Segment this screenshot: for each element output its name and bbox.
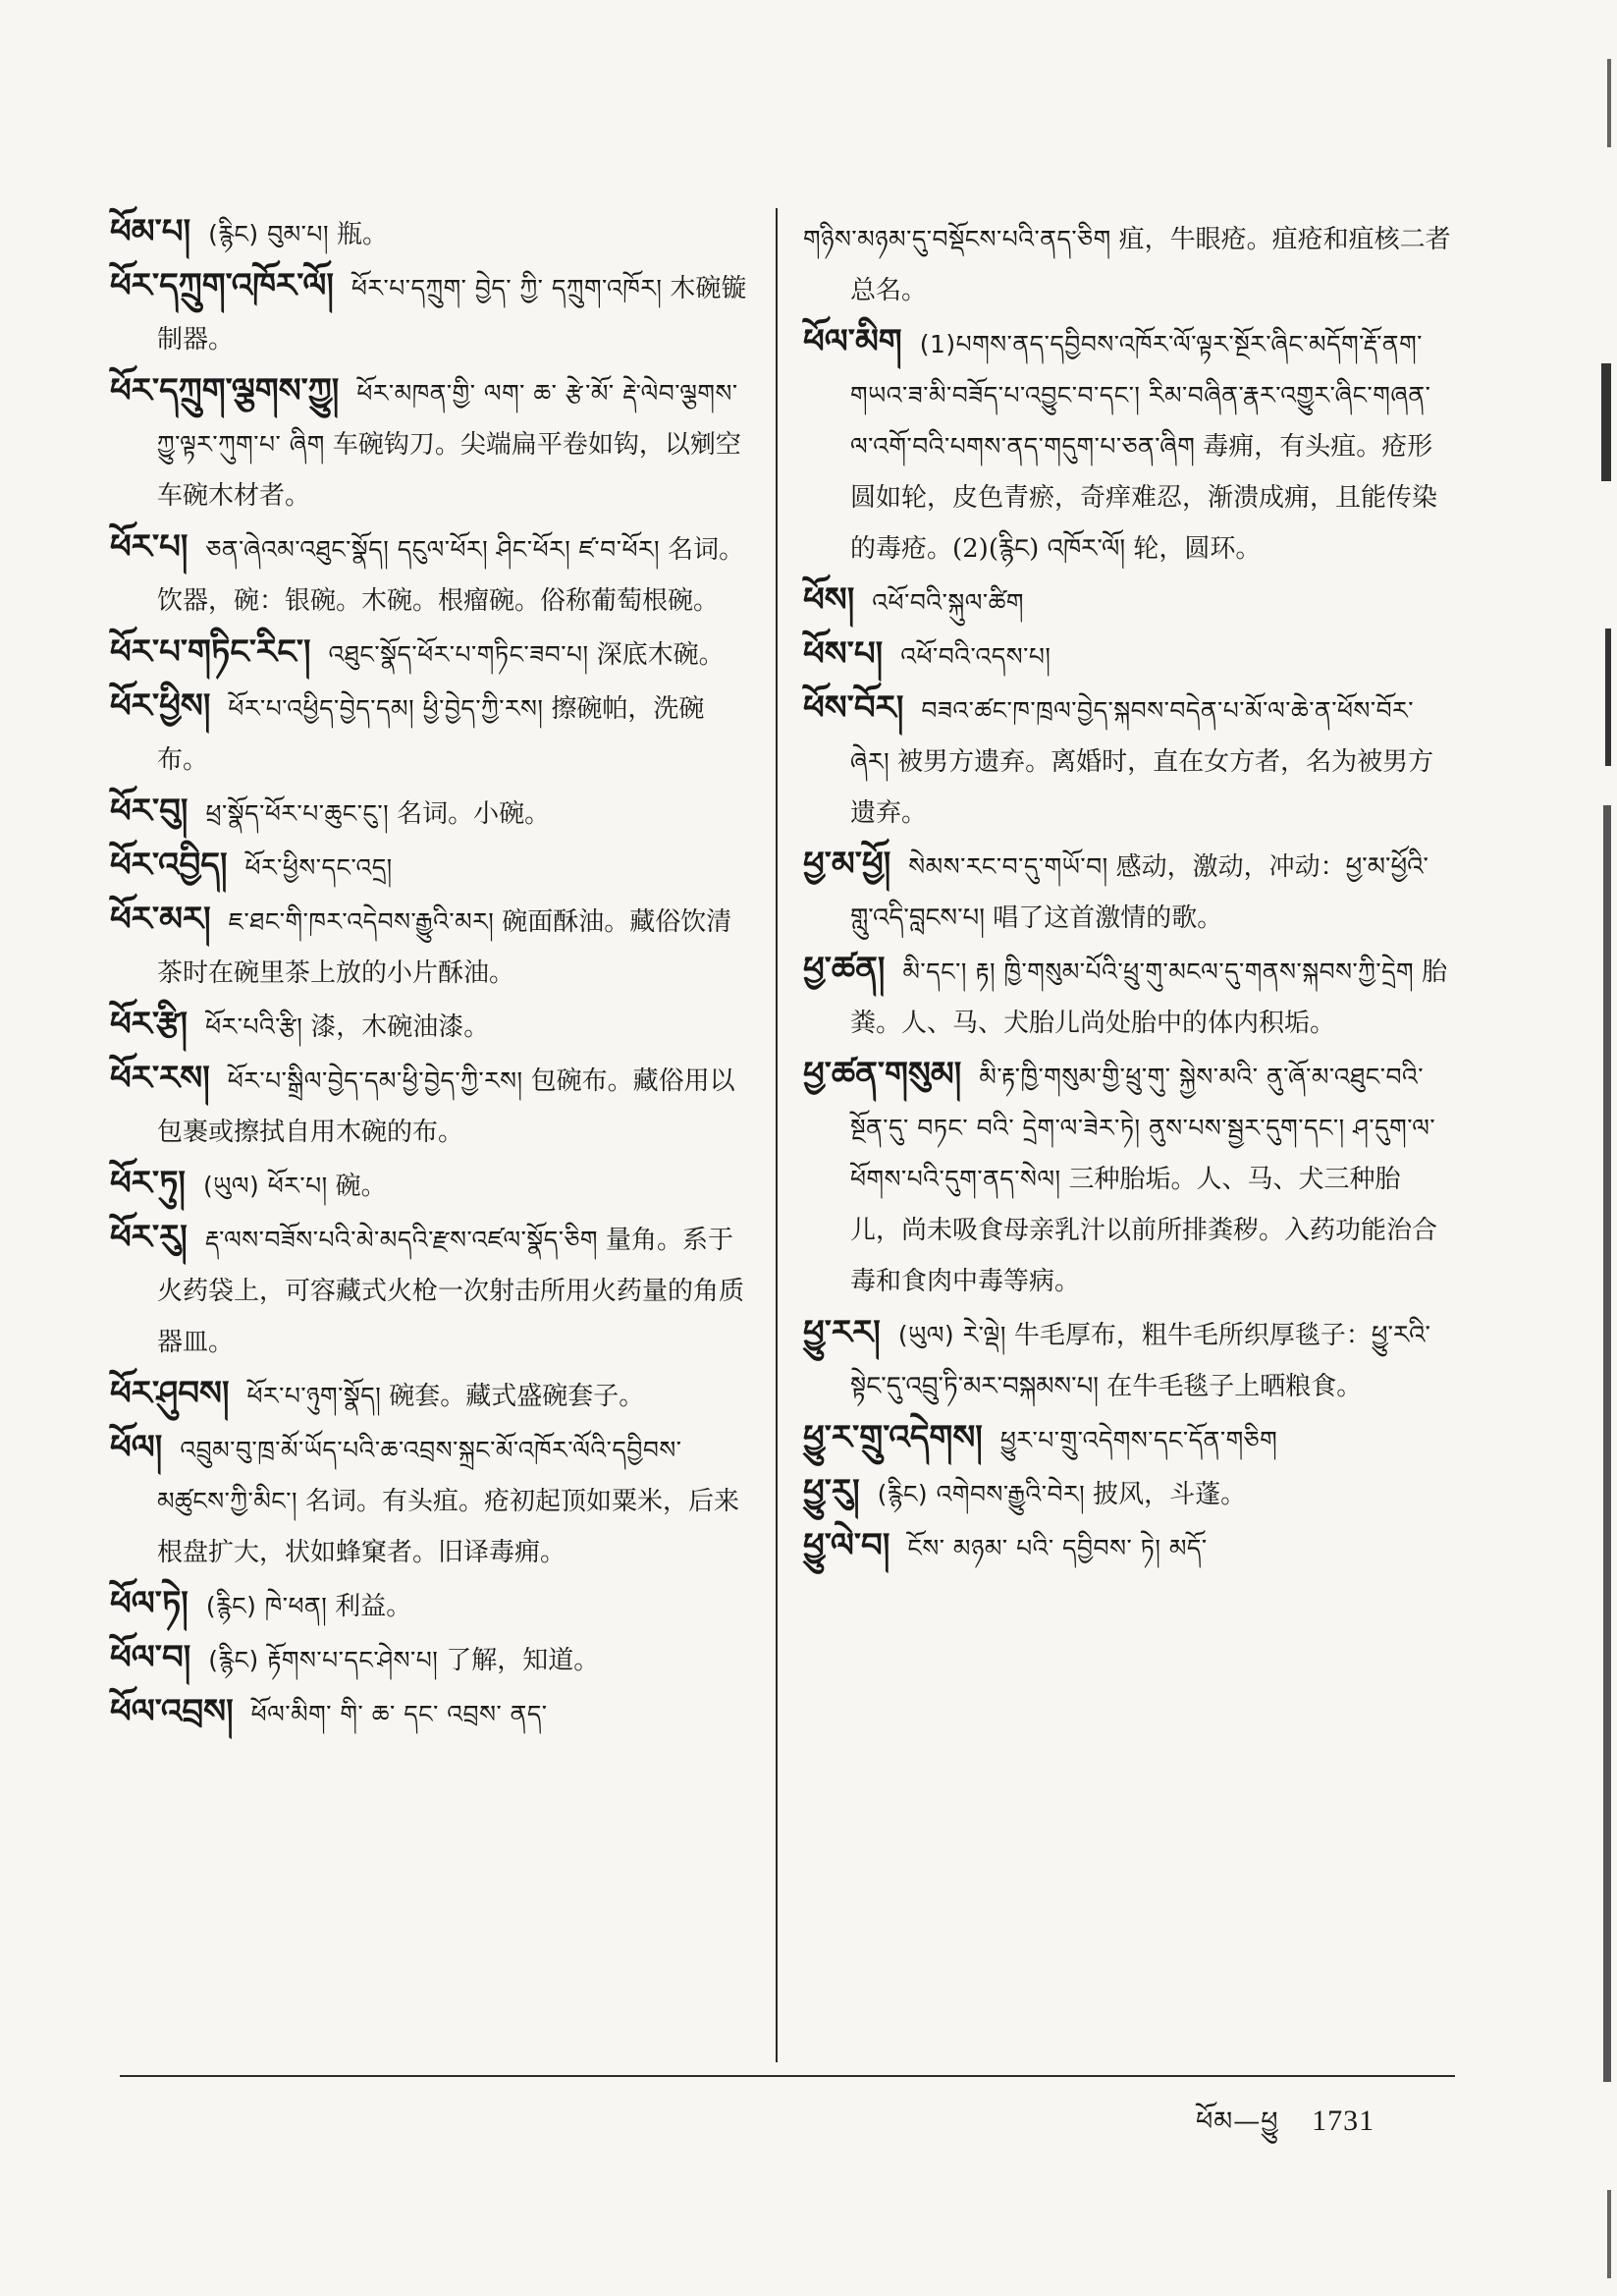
page-range: ཕོམ—ཕྱུ (1196, 2106, 1279, 2137)
entry-headword: ཕྱ་མ་ཕྱོ། (803, 845, 891, 884)
entry-definition: གཉིས་མཉམ་དུ་བསྡོངས་པའི་ནད་ཅིག (803, 225, 1111, 253)
entry-chinese-gloss: 碗。 (335, 1172, 387, 1201)
entry-definition: ཕོར་པའི་རྩི། (205, 1012, 303, 1041)
dictionary-entry (803, 1412, 1451, 1466)
entry-chinese-gloss: 漆，木碗油漆。 (310, 1012, 490, 1042)
entry-definition: འབྲུམ་བུ་ཁྲ་མོ་ཡོད་པའི་ཆ་འབྲས་སྐྲང་མོ་འཁོར་ལོའི་དབྱིབས་མཚུངས་ཀྱི་མིང་། (157, 1436, 682, 1515)
entry-headword: ཕོར་པ་གཏིང་རིང་། (110, 632, 311, 672)
dictionary-entry (110, 1212, 748, 1368)
entry-headword: ཕྱ་ཚན། (803, 950, 886, 989)
entry-definition: འཕོ་བའི་སྐུལ་ཚིག (872, 588, 1025, 617)
entry-headword: ཕོར་བུ། (110, 792, 189, 831)
entry-chinese-gloss: 车碗钩刀。尖端扁平卷如钩，以剜空车碗木材者。 (157, 430, 741, 511)
entry-headword: ཕོས་པ། (803, 634, 884, 674)
entry-definition: (རྙིང) ཁེ་ཕན། (205, 1592, 328, 1620)
dictionary-entry (110, 1632, 748, 1686)
entry-headword: ཕོམ་པ། (110, 212, 191, 251)
entry-definition: (ཡུལ) རེ་ལྡེ། (897, 1321, 1006, 1349)
entry-definition: མི་དང་། རྟ། ཁྱི་གསུམ་པོའི་ཕྲུ་གུ་མངལ་དུ་གནས་སྐབས་ཀྱི་དྲེག (902, 957, 1415, 986)
entry-definition: ཕྱུར་པ་གྲུ་འདེགས་དང་དོན་གཅིག (999, 1426, 1278, 1454)
dictionary-entry (803, 629, 1451, 683)
entry-definition: (རྙིང) འགེབས་རྒྱུའི་བེར། (877, 1480, 1086, 1508)
dictionary-entry (803, 683, 1451, 839)
entry-headword: ཕོར་མར། (110, 900, 211, 939)
entry-headword: ཕོས་བོར། (803, 688, 904, 728)
dictionary-entry (110, 1422, 748, 1578)
entry-headword: ཕོར་རྩི། (110, 1005, 189, 1044)
entry-chinese-gloss: 胎粪。人、马、犬胎儿尚处胎中的体内积垢。 (850, 957, 1448, 1038)
scan-margin-marks (1590, 0, 1617, 2296)
entry-definition: (1)པགས་ནད་དབྱིབས་འཁོར་ལོ་ལྟར་སྔོར་ཞིང་མདོག་རྡོ་ནག་གཡའ་ཟ་མི་བཟོད་པ་འབྱུང་བ་དང་། རིམ་བཞིན་རྣར་འགྱུར་ཞིང་གཞན་ལ་འགོ་བའི་པགས་ནད་གདུག་པ་ཅན་ཞིག (850, 330, 1431, 461)
dictionary-entry (803, 316, 1451, 574)
entry-chinese-gloss: 木碗镟制器。 (157, 274, 747, 355)
dictionary-entry (803, 1520, 1451, 1574)
entry-headword: ཕོར་ཏུ། (110, 1164, 186, 1203)
entry-headword: ཕོར་ཤུབས། (110, 1374, 230, 1413)
dictionary-entry (110, 365, 748, 521)
page-number: 1731 (1312, 2105, 1375, 2137)
dictionary-entry (803, 1466, 1451, 1520)
dictionary-entry (110, 1578, 748, 1632)
entry-headword: ཕོལ། (110, 1428, 163, 1467)
left-column (110, 206, 748, 1740)
entry-chinese-gloss: 名词。有头疽。疮初起顶如粟米，后来根盘扩大，状如蜂窠者。旧译毒痈。 (157, 1487, 739, 1567)
entry-headword: ཕོལ་བ། (110, 1638, 191, 1677)
entry-definition: ཕྲ་སྣོད་ཕོར་པ་ཆུང་ངུ་། (205, 799, 390, 828)
dictionary-entry (110, 1686, 748, 1740)
entry-chinese-gloss: 瓶。 (336, 220, 388, 249)
entry-definition: ཅན་ཞེའམ་འཐུང་སྣོད། དངུལ་ཕོར། ཤིང་ཕོར། ཛ་བ་ཕོར། (205, 535, 661, 564)
dictionary-entry (803, 839, 1451, 944)
entry-definition: སེམས་རང་བ་དུ་གཡོ་བ། (908, 852, 1108, 881)
dictionary-entry (110, 840, 748, 894)
dictionary-entry (110, 206, 748, 260)
entry-definition: ཇ་ཐང་གི་ཁར་འདེབས་རྒྱུའི་མར། (228, 907, 495, 936)
entry-chinese-gloss: 三种胎垢。人、马、犬三种胎儿，尚未吸食母亲乳汁以前所排粪秽。入药功能治合毒和食肉中毒等病。 (850, 1165, 1438, 1296)
entry-definition: མི་རྟ་ཁྱི་གསུམ་གྱི་ཕྲུ་གུ་ སྐྱེས་མའི་ ནུ་ཞོ་མ་འཐུང་བའི་སྔོན་དུ་ བཏང་ བའི་ དྲེག་ལ་ཟེར་ཏེ། ནུས་པས་སྦྱར་དུག་དང་། ཤ་དུག་ལ་ཕོགས་པའི་དུག་ནད་སེལ། (850, 1063, 1436, 1193)
entry-definition: བཟའ་ཚང་ཁ་ཁྲལ་བྱེད་སྐབས་བདེན་པ་མོ་ལ་ཆེ་ན་ཕོས་བོར་ཞེར། (850, 696, 1414, 776)
entry-chinese-gloss: 包碗布。藏俗用以包裹或擦拭自用木碗的布。 (157, 1066, 735, 1147)
entry-chinese-gloss: 利益。 (335, 1592, 412, 1621)
entry-definition: ཕོར་པ་སྒྲིལ་བྱེད་དམ་ཕྱི་བྱེད་ཀྱི་རས། (227, 1066, 523, 1095)
dictionary-entry (110, 260, 748, 365)
entry-definition: ཕོར་པ་ཉུག་སྣོད། (246, 1382, 382, 1410)
entry-headword: ཕོར་དཀྲུག་ལྕགས་ཀྱུ། (110, 371, 340, 410)
entry-headword: ཕྱུ་ར་གྲུ་འདེགས། (803, 1418, 983, 1457)
entry-headword: ཕོར་དཀྲུག་འཁོར་ལོ། (110, 266, 334, 305)
dictionary-entry (803, 944, 1451, 1049)
entry-headword: ཕོར་པ། (110, 527, 189, 567)
dictionary-entry (110, 681, 748, 786)
entry-chinese-gloss: 碗面酥油。藏俗饮清茶时在碗里茶上放的小片酥油。 (157, 907, 732, 988)
entry-definition: (རྙིང) རྟོགས་པ་དང་ཤེས་པ། (208, 1646, 439, 1674)
dictionary-entry (803, 1049, 1451, 1307)
entry-headword: ཕོལ་མིག (803, 322, 902, 361)
entry-headword: ཕོར་འབྱིད། (110, 846, 228, 885)
entry-definition: རྡ་ལས་བཟོས་པའི་མེ་མདའི་རྫས་འཛལ་སྣོད་ཅིག (204, 1226, 599, 1254)
entry-definition: འཐུང་སྣོད་ཕོར་པ་གཏིང་ཟབ་པ། (328, 640, 589, 669)
entry-definition: ཕོར་ཕྱིས་དང་འདྲ། (244, 853, 393, 882)
footer-rule (120, 2075, 1455, 2077)
entry-headword: ཕོར་རུ། (110, 1218, 188, 1257)
dictionary-entry (803, 574, 1451, 629)
dictionary-entry (110, 786, 748, 840)
entry-definition: (ཡུལ) ཕོར་པ། (202, 1172, 328, 1200)
entry-chinese-gloss: 披风，斗蓬。 (1093, 1480, 1247, 1509)
entry-definition: ཕོར་པ་འཕྱིད་བྱེད་དམ། ཕྱི་བྱེད་ཀྱི་རས། (228, 694, 544, 723)
entry-chinese-gloss: 深底木碗。 (596, 640, 725, 670)
dictionary-entry (110, 627, 748, 681)
dictionary-entry (110, 521, 748, 627)
dictionary-entry (110, 1053, 748, 1158)
column-divider (776, 208, 778, 2062)
dictionary-entry (110, 894, 748, 999)
entry-headword: ཕོར་རས། (110, 1059, 210, 1098)
page-footer (1196, 2092, 1374, 2166)
entry-headword: ཕྱ་ཚན་གསུམ། (803, 1055, 962, 1094)
entry-definition: ཕོར་པ་དཀྲུག་ བྱེད་ ཀྱི་ དཀྲུག་འཁོར། (350, 274, 663, 302)
entry-headword: ཕོས། (803, 580, 855, 620)
entry-chinese-gloss: 擦碗帕，洗碗布。 (157, 694, 705, 775)
entry-headword: ཕོལ་ཏེ། (110, 1584, 189, 1623)
entry-chinese-gloss: 名词。饮器，碗：银碗。木碗。根瘤碗。俗称葡萄根碗。 (157, 535, 745, 616)
entry-headword: ཕྱུ་རུ། (803, 1472, 860, 1511)
entry-chinese-gloss: 碗套。藏式盛碗套子。 (389, 1382, 645, 1411)
entry-definition: ངོས་ མཉམ་ པའི་ དབྱིབས་ ཏེ། མདོ་ (907, 1534, 1208, 1562)
entry-definition: ཕོལ་མིག་ གི་ ཆ་ དང་ འབྲས་ ནད་ (250, 1700, 548, 1728)
entry-definition: (རྙིང) བུམ་པ། (208, 220, 330, 248)
entry-chinese-gloss: 名词。小碗。 (397, 799, 551, 829)
dictionary-entry (110, 1158, 748, 1212)
entry-definition: ཕོར་མཁན་གྱི་ ལག་ ཆ་ རྩེ་མོ་ རྡེ་ལེབ་ལྕགས་ཀྱུ་ལྟར་ཀུག་པ་ ཞིག (157, 379, 738, 459)
dictionary-entry (110, 1368, 748, 1422)
entry-headword: ཕྱུ་རར། (803, 1313, 881, 1352)
entry-definition: འཕོ་བའི་འདས་པ། (900, 642, 1051, 671)
entry-chinese-gloss: 了解，知道。 (446, 1646, 600, 1675)
entry-headword: ཕོར་ཕྱིས། (110, 686, 211, 726)
entry-chinese-gloss: 感动，激动，冲动：ཕྱ་མ་ཕྱོའི་གླུ་འདི་བླངས་པ། 唱了这首激情的歌。 (850, 852, 1428, 933)
entry-chinese-gloss: 被男方遗弃。离婚时，直在女方者，名为被男方遗弃。 (850, 747, 1434, 828)
entry-chinese-gloss: 疽，牛眼疮。疽疮和疽核二者总名。 (850, 225, 1451, 305)
dictionary-entry (803, 214, 1451, 316)
entry-headword: ཕྱུ་ལེ་བ། (803, 1526, 890, 1565)
entry-chinese-gloss: 量角。系于火药袋上，可容藏式火枪一次射击所用火药量的角质器皿。 (157, 1226, 745, 1357)
entry-chinese-gloss: 毒痈，有头疽。疮形圆如轮，皮色青瘀，奇痒难忍，渐溃成痈，且能传染的毒疮。(2)(རྙིང) འཁོར་ལོ། 轮，圆环。 (850, 432, 1438, 564)
entry-chinese-gloss: 牛毛厚布，粗牛毛所织厚毯子：ཕྱུ་རའི་སྟེང་དུ་འབྲུ་ཏི་མར་བསྐམས་པ། 在牛毛毯子上晒粮食。 (850, 1321, 1430, 1401)
dictionary-entry (803, 1307, 1451, 1412)
right-column (803, 214, 1451, 1574)
entry-headword: ཕོལ་འབྲས། (110, 1692, 234, 1731)
dictionary-entry (110, 999, 748, 1053)
